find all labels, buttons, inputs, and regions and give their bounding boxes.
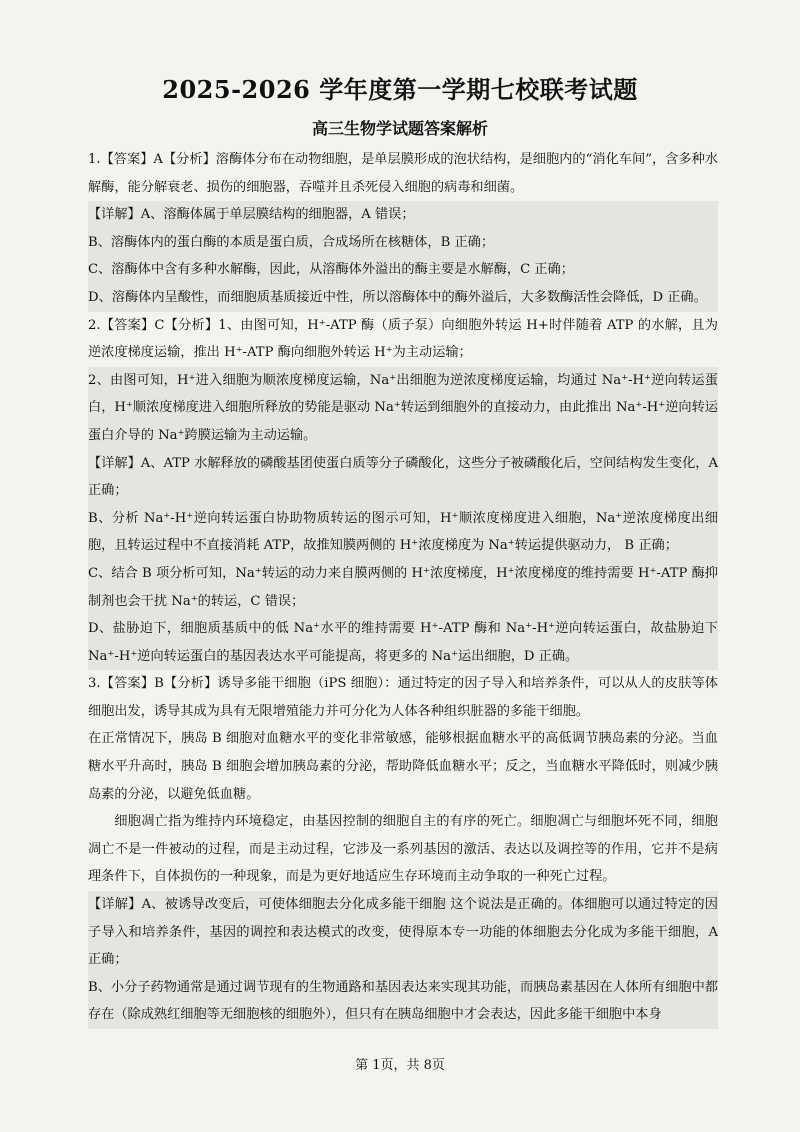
answer-3-detail-a: 【详解】A、被诱导改变后，可使体细胞去分化成多能干细胞 这个说法是正确的。体细胞可以通过特定的因子导入和培养条件，基因的调控和表达模式的改变，使得原本专一功能的体细胞去分化成为多能干细胞，A 正确；	[88, 891, 718, 974]
answer-1-detail-b: B、溶酶体内的蛋白酶的本质是蛋白质，合成场所在核糖体，B 正确；	[88, 229, 718, 257]
answer-3-analysis: 3.【答案】B【分析】诱导多能干细胞（iPS 细胞）：通过特定的因子导入和培养条件，可以从人的皮肤等体细胞出发，诱导其成为具有无限增殖能力并可分化为人体各种组织脏器的多能干细胞。	[88, 676, 718, 719]
document-body	[88, 146, 718, 1029]
answer-1-analysis: 1.【答案】A【分析】溶酶体分布在动物细胞，是单层膜形成的泡状结构，是细胞内的“消化车间”，含多种水解酶，能分解衰老、损伤的细胞器，吞噬并且杀死侵入细胞的病毒和细菌。	[88, 152, 718, 195]
answer-2-detail-d: D、盐胁迫下，细胞质基质中的低 Na⁺水平的维持需要 H⁺-ATP 酶和 Na⁺-H⁺逆向转运蛋白，故盐胁迫下 Na⁺-H⁺逆向转运蛋白的基因表达水平可能提高，将更多的 Na⁺运出细胞，D 正确。	[88, 615, 718, 670]
answer-2-detail-c: C、结合 B 项分析可知，Na⁺转运的动力来自膜两侧的 H⁺浓度梯度，H⁺浓度梯度的维持需要 H⁺-ATP 酶抑制剂也会干扰 Na⁺的转运，C 错误；	[88, 560, 718, 615]
answer-3-insulin-paragraph: 在正常情况下，胰岛 B 细胞对血糖水平的变化非常敏感，能够根据血糖水平的高低调节胰岛素的分泌。当血糖水平升高时，胰岛 B 细胞会增加胰岛素的分泌，帮助降低血糖水平；反之，当血糖水平降低时，则减少胰岛素的分泌，以避免低血糖。	[88, 731, 718, 802]
answer-1-detail-d: D、溶酶体内呈酸性，而细胞质基质接近中性，所以溶酶体中的酶外溢后，大多数酶活性会降低，D 正确。	[88, 284, 718, 312]
answer-3-apoptosis-paragraph: 细胞凋亡指为维持内环境稳定，由基因控制的细胞自主的有序的死亡。细胞凋亡与细胞坏死不同，细胞凋亡不是一件被动的过程，而是主动过程，它涉及一系列基因的激活、表达以及调控等的作用，它并不是病理条件下，自体损伤的一种现象，而是为更好地适应生存环境而主动争取的一种死亡过程。	[88, 814, 718, 885]
answer-2-analysis-2: 2、由图可知，H⁺进入细胞为顺浓度梯度运输，Na⁺出细胞为逆浓度梯度运输，均通过 Na⁺-H⁺逆向转运蛋白，H⁺顺浓度梯度进入细胞所释放的势能是驱动 Na⁺转运到细胞外的直接动力，由此推出 Na⁺-H⁺逆向转运蛋白介导的 Na⁺跨膜运输为主动运输。	[88, 367, 718, 450]
answer-2-detail-a: 【详解】A、ATP 水解释放的磷酸基团使蛋白质等分子磷酸化，这些分子被磷酸化后，空间结构发生变化，A 正确；	[88, 450, 718, 505]
answer-2-analysis-1: 2.【答案】C【分析】1、由图可知，H⁺-ATP 酶（质子泵）向细胞外转运 H+时伴随着 ATP 的水解，且为逆浓度梯度运输，推出 H⁺-ATP 酶向细胞外转运 H⁺为主动运输；	[88, 317, 718, 361]
page-title: 2025-2026 学年度第一学期七校联考试题	[162, 75, 638, 104]
page-footer: 第 1页，共 8页	[355, 1058, 445, 1073]
answer-2-detail-b: B、分析 Na⁺-H⁺逆向转运蛋白协助物质转运的图示可知，H⁺顺浓度梯度进入细胞，Na⁺逆浓度梯度出细胞，且转运过程中不直接消耗 ATP，故推知膜两侧的 H⁺浓度梯度为 Na⁺转运提供驱动力， B 正确；	[88, 505, 718, 560]
answer-1-detail-c: C、溶酶体中含有多种水解酶，因此，从溶酶体外溢出的酶主要是水解酶，C 正确；	[88, 256, 718, 284]
page-subtitle: 高三生物学试题答案解析	[311, 119, 488, 138]
answer-1-detail-a: 【详解】A、溶酶体属于单层膜结构的细胞器，A 错误；	[88, 201, 718, 229]
answer-3-detail-b: B、小分子药物通常是通过调节现有的生物通路和基因表达来实现其功能，而胰岛素基因在人体所有细胞中都存在（除成熟红细胞等无细胞核的细胞外），但只有在胰岛细胞中才会表达，因此多能干细胞中本身	[88, 974, 718, 1029]
